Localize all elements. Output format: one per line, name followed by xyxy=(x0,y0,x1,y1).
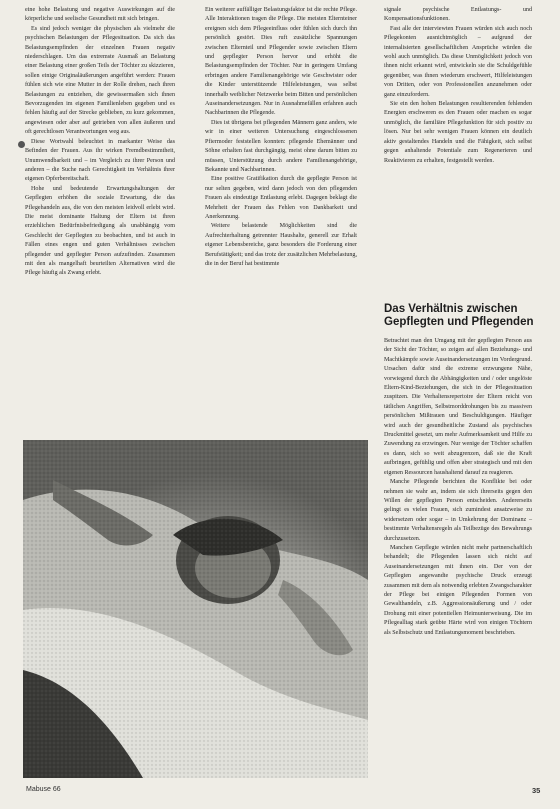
margin-dot xyxy=(18,141,25,148)
section-body xyxy=(384,337,532,638)
article-photo xyxy=(23,440,368,778)
paragraph: Sie ein den hohen Belastungen resultierenden fehlenden Energien erschweren es den Frauen oder machen es sogar unmöglich, die familiäre Pflegefunktion für sich positiv zu lösen. Nur bei sehr wenigen Frauen können ein deutlich aktiv gestaltendes Handeln und die Fähigkeit, sich selbst gegen anhaltende Potentiale zum Regenerieren und Reaktivieren zu erhalten, festgestellt werden. xyxy=(384,101,532,164)
text-column-3 xyxy=(384,6,532,166)
paragraph: Manchen Gepflegte würden nicht mehr partnerschaftlich behandelt; die Pflegenden lassen sich nicht auf Auseinandersetzungen mit ihnen ein. Der von der Gepflegten angewandte psychische Druck erzeugt zusammen mit dem als notwendig erlebten Zwangscharakter der Pflege bei einigen Pflegenden Formen von Gewalthandeln, z.B. Aggressionsäußerung und / oder Drohung mit einer potentiellen Heimunterweisung. Die im Pflegealltag stark geübte Härte wird von einigen Töchtern als Selbstschutz und Entlastungsmoment beschrieben. xyxy=(384,544,532,636)
page-number: 35 xyxy=(532,786,541,795)
paragraph: Ein weiterer auffälliger Belastungsfaktor ist die rechte Pflege. Alle Interaktionen tragen die Pflege. Die meisten Elternteiner ereignen sich dem Pflegeeinfluss oder fühlen sich durch ihn persönlich gestört. Dies ruft zusätzliche Spannungen zwischen Elternteil und Pflegender sowie zwischen Eltern und gepflegter Person hervor und erhöht die Belastungsempfinden der Töchter. Nur in geringem Umfang erbringen andere Familienangehörige wie Geschwister oder die Kinder unterstützende Hilfeleistungen, was selbst innerhalb weiblicher Netzwerke beim Bitten und persönlichen Auseinandersetzungen. Nur in Ausnahmefällen erfahren auch Nachbarinnen die Pflegende. xyxy=(205,7,357,117)
paragraph: Es sind jedoch weniger die physischen als vielmehr die psychischen Belastungen der Pflegesituation. Da sich das Belastungsempfinden der einzelnen Frauen negativ niederschlagen. Um das extremste Ausmaß an Belastung einer Belastung einer großen Teils der Töchter zu skizzieren, sollen einige Originaläußerungen angeführt werden: Frauen fühlen sich wie eine Mutter in der Rolle drehen, nach ihren Belastungen zu entziehen, die gewissermaßen sich ihnen Bevorzugenden im eigenen Familienleben gegeben und es fehlen häufig auf der Strecke geblieben, zu kurz gekommen, angewiesen oder aber auf getrieben von allen äußeren und oft gerechtlosen Verantwortungen weg aus. xyxy=(25,25,175,136)
paragraph: Fast alle der interviewten Frauen würden sich auch noch Pflegekonten ausnichtmöglich – aufgrund der internalisierten gesellschaftlichen Ansprüche würden die wohl auch unmöglich. Da diese Unmöglichkeit jedoch von ihnen nicht erkannt wird, entwickeln sie die Schuldgefühle gegenüber, was ihnen wiederum erschwert, Hilfeleistungen von Dritten, oder von Professionellen anzunehmen oder ganz einzufordern. xyxy=(384,25,532,98)
text-column-1 xyxy=(25,6,175,279)
paragraph: Dies ist übrigens bei pflegenden Männern ganz anders, wie wir in einer weiteren Untersuchung eingeschlossenen Pfiermoder feststellen konnten: pflegende Ehemänner und Söhne erhalten fast durchgängig, meist ohne darum bitten zu müssen, Unterstützung durch andere Familienangehörige, Bekannte und Nachbarinnen. xyxy=(205,119,357,173)
paragraph: Manche Pflegende berichten die Konflikte bei oder nehmen sie wahr an, indem sie sich ihrerseits gegen den Willen der gepflegten Person entscheiden. Andererseits gelingt es vielen Frauen, sich zumindest ansatzweise zu widersetzen oder sogar – in Umkehrung der Dominanz – bestimmte Verhaltensregeln als Teilbezüge des Bewahrungs durchzusetzen. xyxy=(384,479,532,542)
paragraph: Betrachtet man den Umgang mit der gepflegten Person aus der Sicht der Töchter, so zeigen auf allen Beziehungs- und Machtkämpfe sowie Auseinandersetzungen im Vordergrund. Ursachen dafür sind die extreme erzwungene Nähe, vorwiegend durch die Abhängigkeiten und / oder ungelöste Eltern-Kind-Beziehungen, die sich in der Pflegesituation zuspitzen. Die Verhaltensrepertoire der Eltern reicht von tätlichen Angriffen, Selbstmorddrohungen bis zu massiven persönlichen Mißtrauen und Beschuldigungen. Häufiger wird auch der gesundheitliche Zustand als psychisches Druckmittel gesetzt, um mehr Aufmerksamkeit und Hilfe zu Zuwendung zu erzwingen. Nur wenige der Töchter schaffen es dann, sich so weit abzugrenzen, daß sie die Kraft aufbringen, gefühlig und offen aber strategisch und mit den eigenen Ressourcen haushaltend darauf zu reagieren. xyxy=(384,338,532,476)
text-column-2 xyxy=(205,6,357,269)
paragraph: Eine positive Gratifikation durch die gepflegte Person ist nur selten gegeben, wird dann jedoch von den pflegenden Frauen als eindeutige Entlastung erlebt. Dagegen beklagt die Mehrheit der Frauen das Fehlen von Dankbarkeit und Anerkennung. xyxy=(205,176,357,220)
paragraph: signale psychische Entlastungs- und Kompensationsfunktionen. xyxy=(384,7,532,23)
footer-publication: Mabuse 66 xyxy=(26,786,61,793)
paragraph: eine hohe Belastung und negative Auswirkungen auf die körperliche und seelische Gesundheit mit sich bringen. xyxy=(25,7,175,23)
photo-illustration xyxy=(23,440,368,778)
paragraph: Diese Wortwahl beleuchtet in markanter Weise das Befinden der Frauen. Aus ihr wirken Fremdbestimmtheit, Unumwendbarkeit und – im Vergleich zu ihrer Person und anderen – die Suche nach Gerechtigkeit im Verhältnis ihrer eigenen Opferbereitschaft. xyxy=(25,138,175,183)
paragraph: Weitere belastende Möglichkeiten sind die Aufrechterhaltung getrennter Haushalte, generell zur Erhalt eigener Lebensbereiche, ganz besonders die Forderung einer Berufstätigkeit; und das trotz der zusätzlichen Mehrbelastung, die in der Beruf hat bestimmte xyxy=(205,223,357,267)
section-heading: Das Verhältnis zwischen Gepflegten und Pflegenden xyxy=(384,303,534,328)
paragraph: Hohe und bedeutende Erwartungshaltungen der Gepflegten erhöhen die soziale Erwartung, die das Pflegehandeln aus, die von den meisten leidvoll erlebt wird. Die meist dominante Haltung der Eltern ist ihren erziehlichen Bedürfnisbefriedigung als unabhängig vom Geschlecht der Gepflegten zu beobachten, und ist auch in Fällen eines engen und guten Verhältnisses zwischen pflegender und gepflegter Person aufzufinden. Zusammen mit den als mangelhaft beurteilten Alternativen wird die Pflege häufig als Zwang erlebt. xyxy=(25,185,175,277)
